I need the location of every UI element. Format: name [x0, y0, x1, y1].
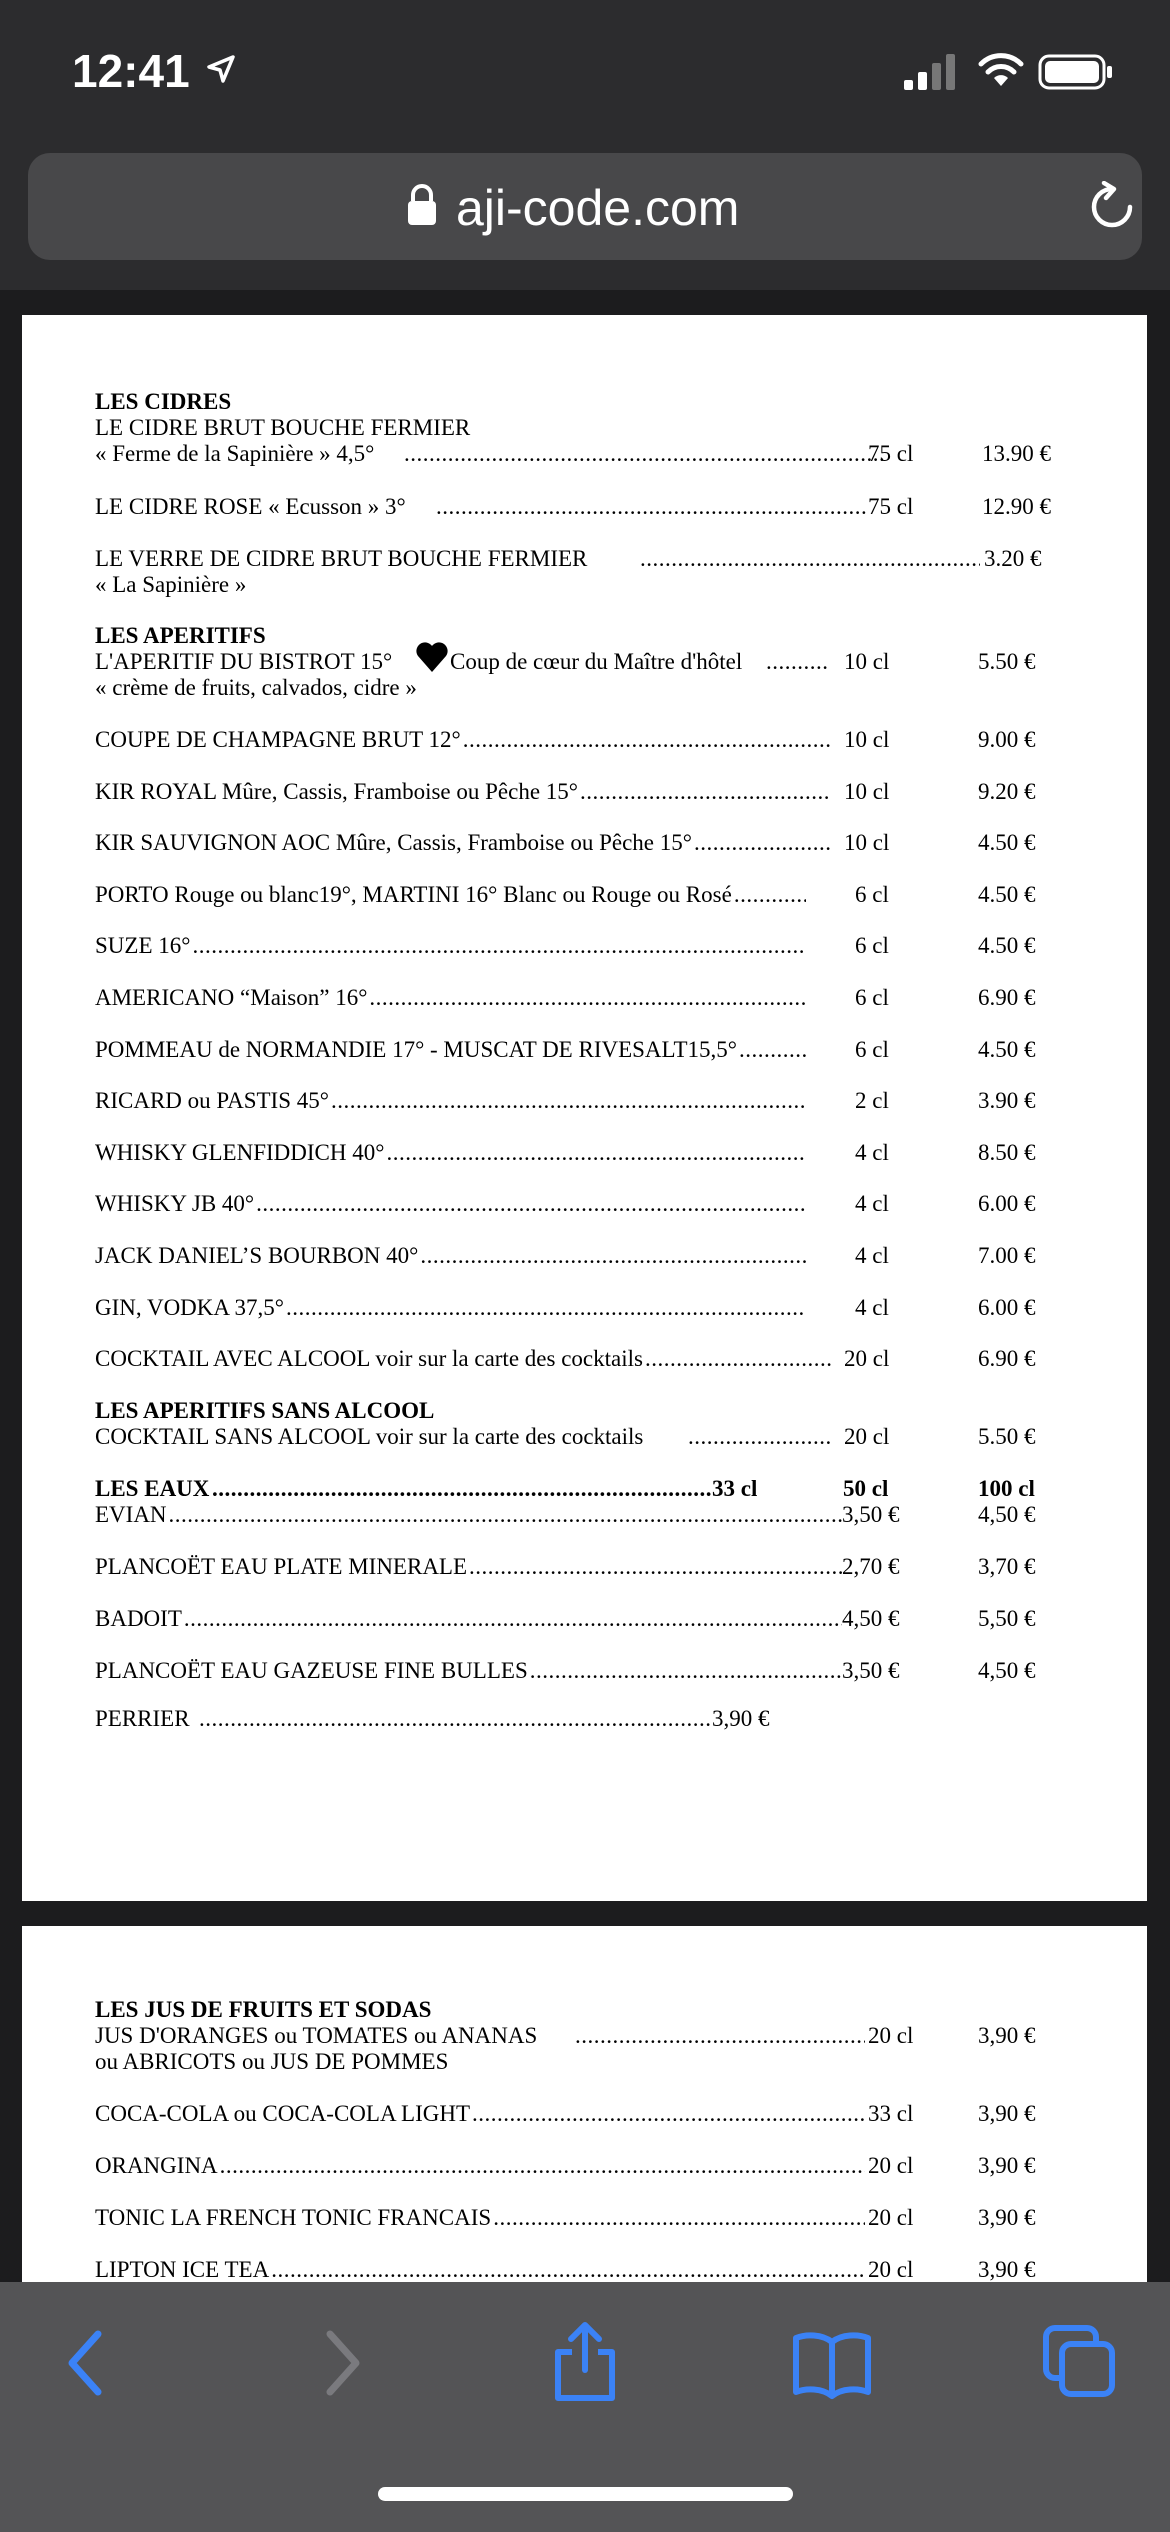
section-heading-aperitifs: LES APERITIFS — [95, 623, 266, 648]
menu-page-2 — [22, 1926, 1147, 2326]
sans-alcool-item-price: 5.50 € — [978, 1424, 1036, 1449]
aperitif-item-name: WHISKY JB 40° — [95, 1191, 255, 1217]
leader-dots — [286, 1294, 806, 1322]
eau-item-name: PLANCOËT EAU PLATE MINERALE — [95, 1554, 468, 1579]
aperitif-featured-tag: Coup de cœur du Maître d'hôtel — [450, 649, 743, 674]
aperitif-item-volume: 4 cl — [855, 1139, 889, 1165]
heart-icon — [415, 640, 449, 674]
aperitif-item-price: 7.00 € — [978, 1243, 1036, 1268]
cidre-item-3-price: 3.20 € — [984, 546, 1042, 571]
aperitif-item-volume: 4 cl — [855, 1191, 889, 1217]
leader-dots — [645, 1345, 832, 1373]
leader-dots — [404, 440, 886, 468]
aperitif-item-price: 8.50 € — [978, 1139, 1036, 1165]
jus-item-volume: 20 cl — [868, 2205, 914, 2230]
aperitif-featured-name: L'APERITIF DU BISTROT 15° — [95, 649, 393, 674]
cidre-item-2-price: 12.90 € — [982, 494, 1051, 519]
eau-item-price-50cl: 2,70 € — [842, 1554, 900, 1579]
browser-address-area — [0, 140, 1170, 290]
leader-dots — [256, 1190, 806, 1218]
aperitif-item-name: POMMEAU de NORMANDIE 17° - MUSCAT DE RIVESALT15,5° — [95, 1036, 737, 1062]
cidre-item-1-price: 13.90 € — [982, 441, 1051, 466]
leader-dots — [369, 984, 806, 1012]
aperitif-item-volume: 6 cl — [855, 933, 889, 959]
eau-item-price-50cl: 3,50 € — [842, 1658, 900, 1683]
cidre-item-2-name: LE CIDRE ROSE « Ecusson » 3° — [95, 494, 406, 519]
leader-dots — [199, 1705, 713, 1733]
eaux-col-50cl: 50 cl — [843, 1476, 889, 1501]
aperitif-item-name: COUPE DE CHAMPAGNE BRUT 12° — [95, 727, 461, 752]
sans-alcool-item-name: COCKTAIL SANS ALCOOL voir sur la carte des cocktails — [95, 1424, 644, 1449]
aperitif-featured-volume: 10 cl — [844, 649, 890, 674]
aperitif-item-volume: 10 cl — [844, 727, 890, 752]
cidre-item-1-volume: 75 cl — [868, 441, 914, 466]
aperitif-item-name: JACK DANIEL’S BOURBON 40° — [95, 1243, 419, 1268]
eau-item-name: PLANCOËT EAU GAZEUSE FINE BULLES — [95, 1658, 528, 1683]
aperitif-item-volume: 6 cl — [855, 1036, 889, 1062]
eaux-col-100cl: 100 cl — [978, 1476, 1035, 1501]
jus-item-price: 3,90 € — [978, 2205, 1036, 2230]
aperitif-item-name: RICARD ou PASTIS 45° — [95, 1088, 329, 1114]
leader-dots — [436, 493, 868, 521]
leader-dots — [694, 829, 830, 857]
jus-item-price: 3,90 € — [978, 2257, 1036, 2282]
eau-item-price-50cl: 3,50 € — [842, 1502, 900, 1527]
eau-item-price-100cl: 4,50 € — [978, 1658, 1036, 1683]
eau-item-price-100cl: 5,50 € — [978, 1606, 1036, 1631]
leader-dots — [420, 1242, 806, 1270]
aperitif-item-price: 4.50 € — [978, 1036, 1036, 1062]
leader-dots — [530, 1657, 842, 1685]
aperitif-item-price: 9.00 € — [978, 727, 1036, 752]
cidre-item-3-sub: « La Sapinière » — [95, 572, 247, 597]
leader-dots — [331, 1087, 806, 1115]
leader-dots — [766, 648, 828, 676]
jus-item-volume: 20 cl — [868, 2153, 914, 2178]
battery-icon — [1038, 54, 1114, 90]
leader-dots — [493, 2204, 865, 2232]
leader-dots — [739, 1036, 806, 1064]
tabs-icon[interactable] — [1042, 2324, 1118, 2400]
jus-item-name: TONIC LA FRENCH TONIC FRANCAIS — [95, 2205, 492, 2230]
section-heading-sans-alcool: LES APERITIFS SANS ALCOOL — [95, 1398, 435, 1423]
status-bar — [0, 0, 1170, 140]
jus-item-name: COCA-COLA ou COCA-COLA LIGHT — [95, 2101, 471, 2126]
leader-dots — [688, 1423, 832, 1451]
aperitif-item-name: GIN, VODKA 37,5° — [95, 1294, 284, 1320]
cellular-signal-icon — [904, 52, 958, 90]
leader-dots — [271, 2256, 865, 2284]
aperitif-item-price: 4.50 € — [978, 881, 1036, 907]
leader-dots — [469, 1553, 842, 1581]
location-arrow-icon — [206, 54, 236, 84]
leader-dots — [580, 778, 830, 806]
perrier-name: PERRIER — [95, 1706, 190, 1731]
wifi-icon — [978, 50, 1024, 88]
reload-icon[interactable] — [1086, 181, 1138, 233]
aperitif-item-price: 6.90 € — [978, 1346, 1036, 1372]
jus-item-volume: 33 cl — [868, 2101, 914, 2126]
aperitif-item-name: KIR ROYAL Mûre, Cassis, Framboise ou Pêche 15° — [95, 778, 578, 804]
forward-icon[interactable] — [316, 2328, 366, 2398]
eau-item-name: BADOIT — [95, 1606, 182, 1631]
aperitif-item-volume: 6 cl — [855, 985, 889, 1010]
aperitif-item-name: KIR SAUVIGNON AOC Mûre, Cassis, Framboise ou Pêche 15° — [95, 830, 692, 856]
lock-icon — [406, 183, 438, 227]
cidre-item-3-name: LE VERRE DE CIDRE BRUT BOUCHE FERMIER — [95, 546, 588, 571]
aperitif-item-volume: 4 cl — [855, 1294, 889, 1320]
leader-dots — [192, 932, 806, 960]
share-icon[interactable] — [550, 2320, 620, 2404]
perrier-price: 3,90 € — [712, 1706, 770, 1731]
status-time: 12:41 — [72, 45, 190, 97]
aperitif-item-price: 6.00 € — [978, 1191, 1036, 1217]
leader-dots — [472, 2100, 865, 2128]
aperitif-item-name: COCKTAIL AVEC ALCOOL voir sur la carte des cocktails — [95, 1346, 643, 1372]
jus-item-price: 3,90 € — [978, 2153, 1036, 2178]
aperitif-item-name: SUZE 16° — [95, 933, 191, 959]
sans-alcool-item-volume: 20 cl — [844, 1424, 890, 1449]
cidre-item-1-name: LE CIDRE BRUT BOUCHE FERMIER — [95, 415, 471, 440]
cidre-item-2-volume: 75 cl — [868, 494, 914, 519]
jus-featured-name: JUS D'ORANGES ou TOMATES ou ANANAS — [95, 2023, 538, 2048]
leader-dots — [184, 1605, 842, 1633]
aperitif-featured-sub: « crème de fruits, calvados, cidre » — [95, 675, 417, 700]
url-text[interactable]: aji-code.com — [456, 180, 740, 236]
leader-dots — [169, 1501, 842, 1529]
jus-item-name: ORANGINA — [95, 2153, 218, 2178]
eau-item-price-100cl: 3,70 € — [978, 1554, 1036, 1579]
jus-item-name: LIPTON ICE TEA — [95, 2257, 270, 2282]
eau-item-price-100cl: 4,50 € — [978, 1502, 1036, 1527]
aperitif-item-price: 6.00 € — [978, 1294, 1036, 1320]
leader-dots — [734, 881, 806, 909]
aperitif-item-name: AMERICANO “Maison” 16° — [95, 985, 368, 1010]
address-bar[interactable] — [28, 153, 1142, 260]
leader-dots — [386, 1139, 806, 1167]
aperitif-item-name: WHISKY GLENFIDDICH 40° — [95, 1139, 385, 1165]
jus-featured-price: 3,90 € — [978, 2023, 1036, 2048]
eau-item-name: EVIAN — [95, 1502, 167, 1527]
aperitif-item-volume: 10 cl — [844, 778, 890, 804]
aperitif-item-volume: 2 cl — [855, 1088, 889, 1114]
leader-dots — [575, 2022, 865, 2050]
jus-featured-volume: 20 cl — [868, 2023, 914, 2048]
leader-dots — [463, 726, 830, 754]
aperitif-item-volume: 6 cl — [855, 881, 889, 907]
aperitif-item-price: 3.90 € — [978, 1088, 1036, 1114]
aperitif-item-price: 4.50 € — [978, 933, 1036, 959]
aperitif-item-volume: 10 cl — [844, 830, 890, 856]
aperitif-item-price: 4.50 € — [978, 830, 1036, 856]
home-indicator — [378, 2487, 793, 2501]
jus-item-price: 3,90 € — [978, 2101, 1036, 2126]
leader-dots — [212, 1475, 712, 1503]
eau-item-price-50cl: 4,50 € — [842, 1606, 900, 1631]
aperitif-item-price: 9.20 € — [978, 778, 1036, 804]
jus-item-volume: 20 cl — [868, 2257, 914, 2282]
section-heading-eaux: LES EAUX — [95, 1476, 210, 1501]
eaux-col-33cl: 33 cl — [712, 1476, 758, 1501]
back-icon[interactable] — [62, 2328, 112, 2398]
cidre-item-1-sub: « Ferme de la Sapinière » 4,5° — [95, 441, 375, 466]
leader-dots — [220, 2152, 865, 2180]
section-heading-jus: LES JUS DE FRUITS ET SODAS — [95, 1997, 432, 2022]
aperitif-featured-price: 5.50 € — [978, 649, 1036, 674]
leader-dots — [640, 545, 980, 573]
aperitif-item-volume: 4 cl — [855, 1243, 889, 1268]
aperitif-item-volume: 20 cl — [844, 1346, 890, 1372]
bookmarks-icon[interactable] — [792, 2330, 872, 2400]
aperitif-item-name: PORTO Rouge ou blanc19°, MARTINI 16° Blanc ou Rouge ou Rosé — [95, 881, 732, 907]
section-heading-cidres: LES CIDRES — [95, 389, 232, 414]
aperitif-item-price: 6.90 € — [978, 985, 1036, 1010]
menu-page-1 — [22, 315, 1147, 1901]
jus-featured-sub: ou ABRICOTS ou JUS DE POMMES — [95, 2049, 449, 2074]
